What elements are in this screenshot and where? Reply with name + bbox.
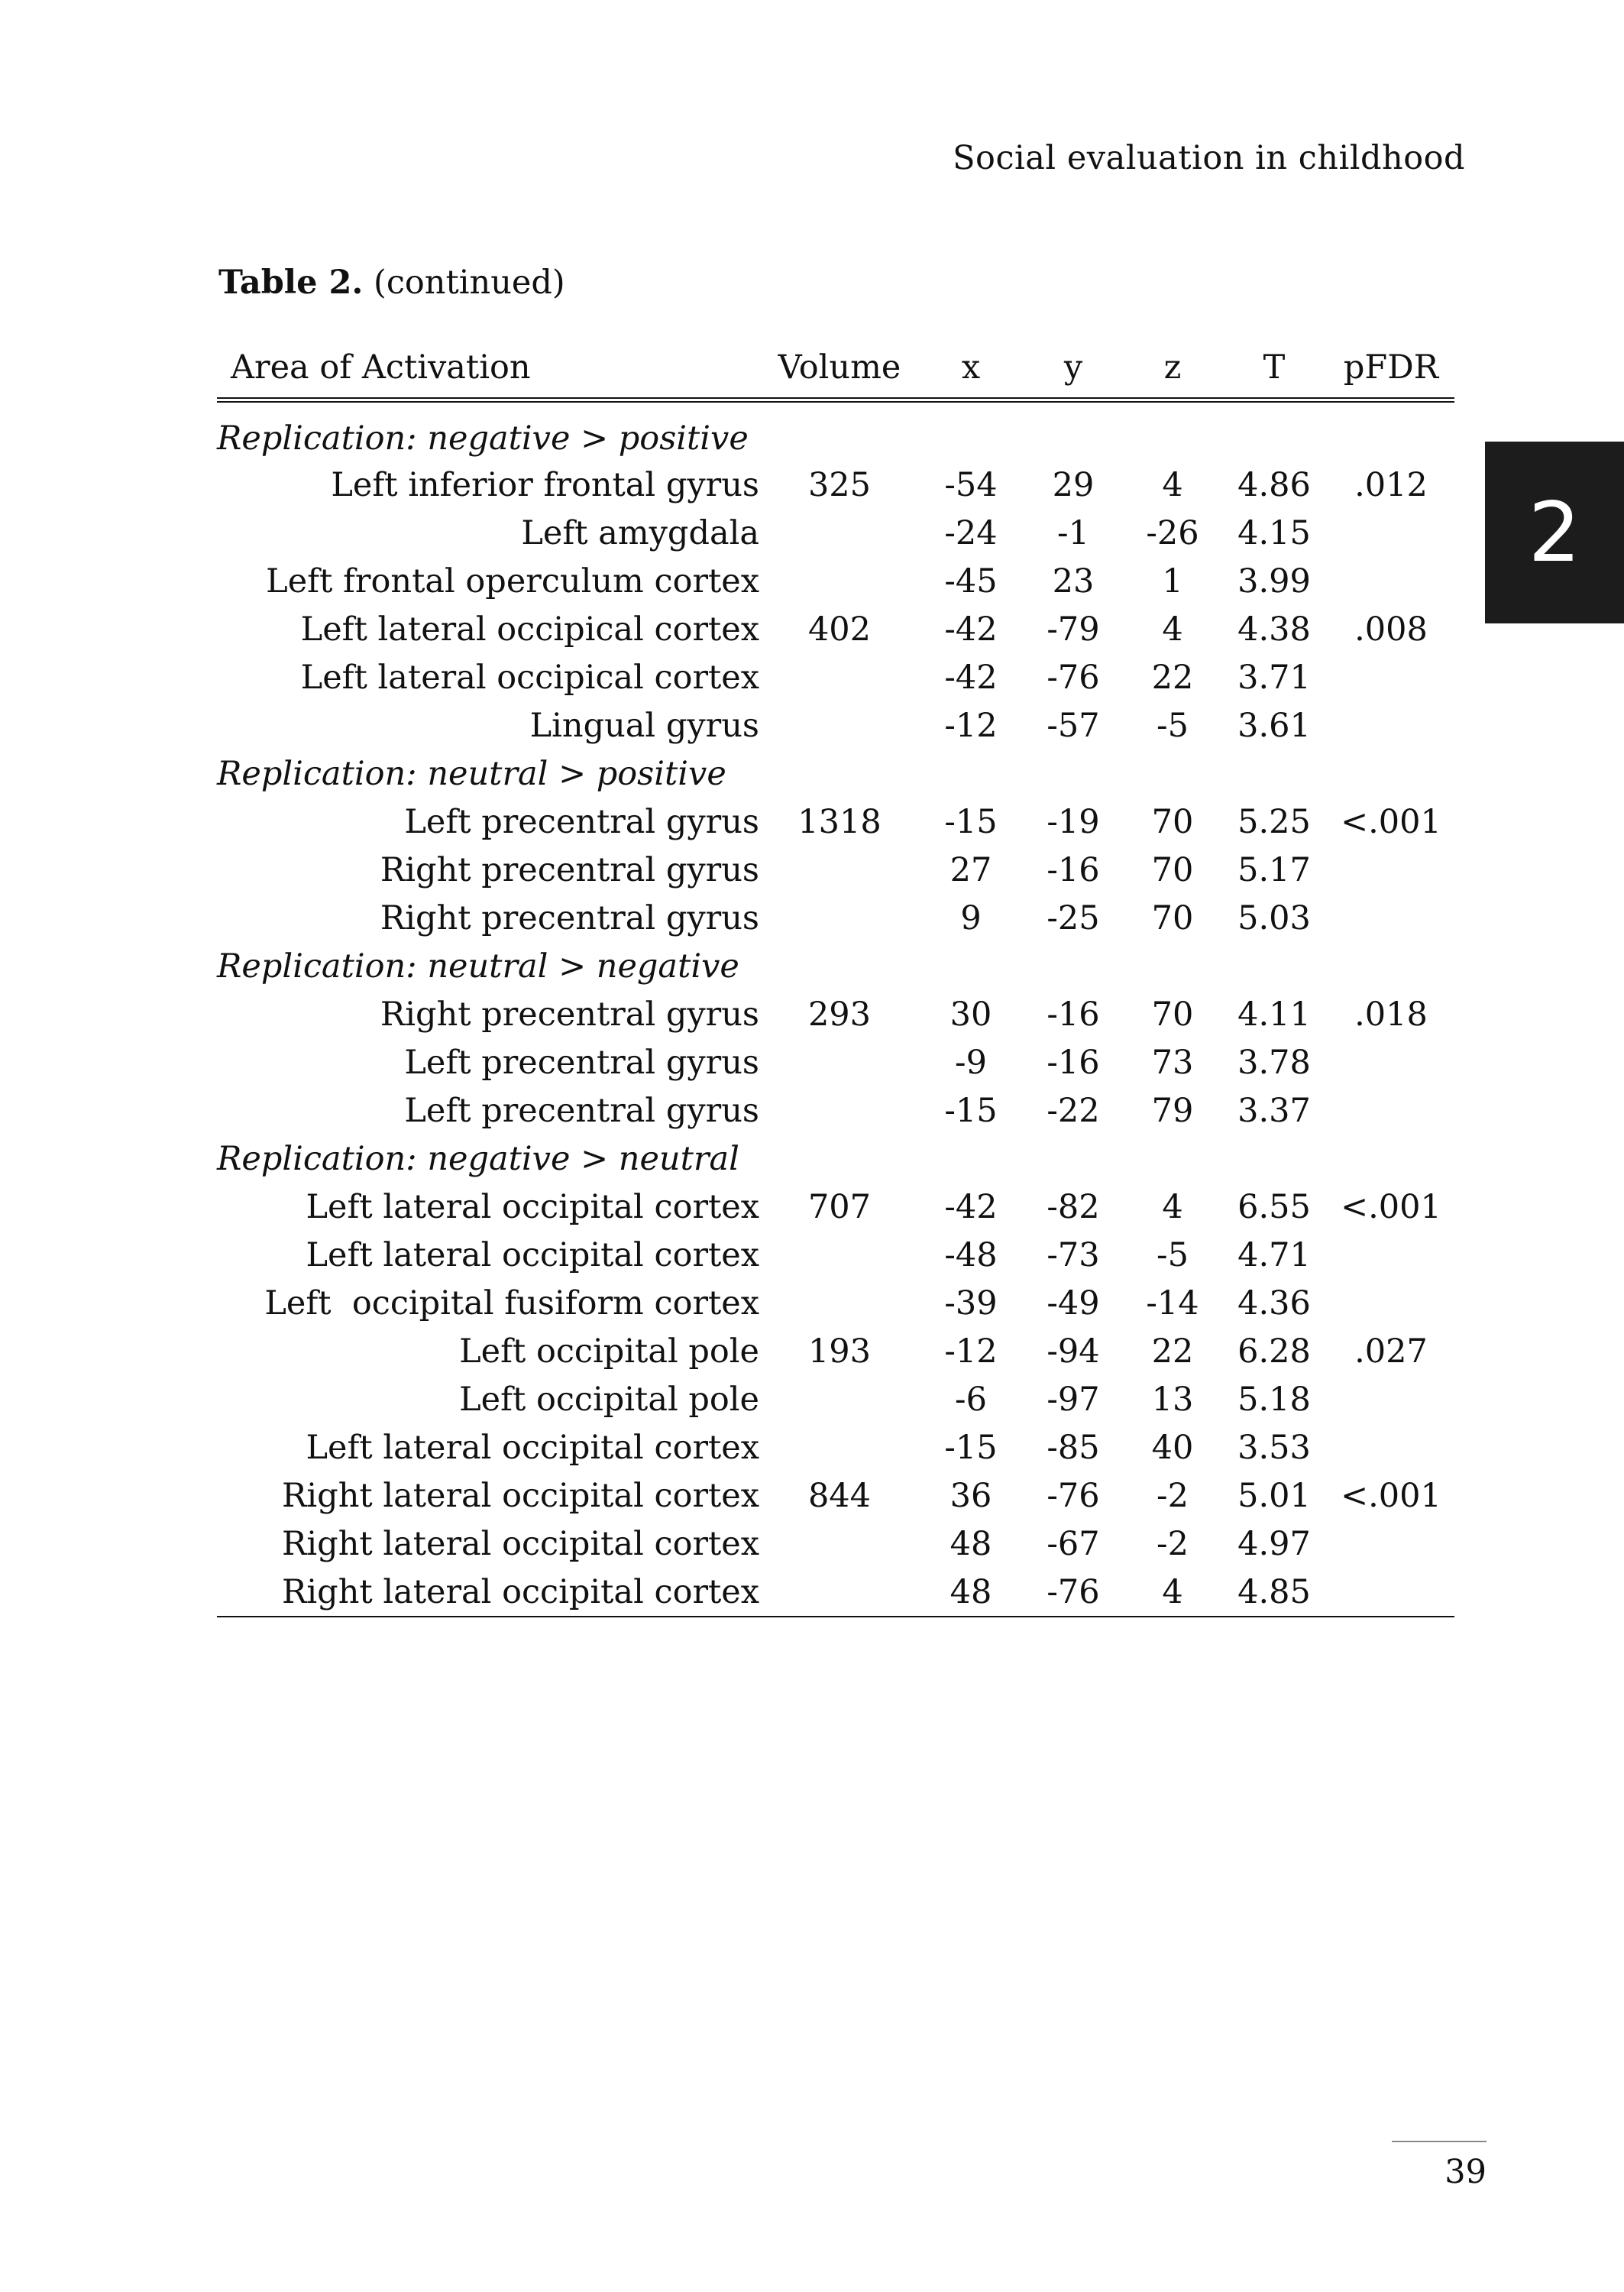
- cell-z: 4: [1124, 1568, 1221, 1617]
- header-pfdr: pFDR: [1343, 348, 1439, 387]
- section-label: Replication: neutral > negative: [217, 947, 739, 986]
- cell-x: -24: [944, 513, 998, 552]
- cell-y: -49: [1047, 1284, 1100, 1322]
- table-row: [217, 1423, 1454, 1471]
- cell-t: 3.78: [1237, 1043, 1311, 1082]
- cell-area: Left lateral occipital cortex: [306, 1428, 759, 1467]
- cell-volume: 293: [807, 995, 872, 1034]
- cell-y: -16: [1047, 850, 1100, 889]
- cell-z: -2: [1157, 1524, 1189, 1563]
- cell-y: -97: [1047, 1380, 1100, 1419]
- cell-volume: [759, 894, 920, 942]
- section-row: [217, 400, 1454, 461]
- cell-volume: [759, 1568, 920, 1617]
- section-row: [217, 942, 1454, 990]
- results-table: [217, 338, 1454, 1617]
- cell-volume: [759, 701, 920, 749]
- table-row: [217, 1183, 1454, 1231]
- cell-x: -48: [944, 1235, 998, 1274]
- section-row: [217, 1135, 1454, 1183]
- cell-t: 4.38: [1237, 610, 1311, 649]
- cell-volume: [759, 1375, 920, 1423]
- table-body: [217, 400, 1454, 1617]
- cell-area: Left precentral gyrus: [404, 1091, 759, 1130]
- header-z: z: [1163, 348, 1182, 387]
- cell-volume: 402: [807, 610, 872, 649]
- cell-y: -76: [1022, 1568, 1124, 1617]
- cell-z: 70: [1151, 995, 1194, 1034]
- cell-x: -15: [944, 1428, 998, 1467]
- section-row: [217, 749, 1454, 798]
- cell-z: 4: [1162, 610, 1183, 649]
- cell-pfdr: <.001: [1341, 1476, 1441, 1515]
- table-header-row: [217, 338, 1454, 400]
- cell-volume: [759, 1231, 920, 1279]
- cell-x: 9: [960, 898, 982, 937]
- cell-y: -19: [1047, 802, 1100, 841]
- cell-y: -76: [1047, 658, 1100, 697]
- cell-y: -85: [1047, 1428, 1100, 1467]
- cell-volume: 844: [807, 1476, 872, 1515]
- cell-t: 3.71: [1237, 658, 1311, 697]
- cell-t: 5.17: [1237, 850, 1311, 889]
- table-row: [217, 1327, 1454, 1375]
- table-row: [217, 605, 1454, 653]
- cell-z: 4: [1162, 465, 1183, 504]
- cell-pfdr: [1328, 1231, 1454, 1279]
- running-head: Social evaluation in childhood: [953, 139, 1465, 177]
- section-label: Replication: negative > positive: [217, 419, 749, 458]
- cell-y: -82: [1047, 1187, 1100, 1226]
- cell-pfdr: [1328, 846, 1454, 894]
- cell-pfdr: .012: [1354, 465, 1428, 504]
- cell-area: Right lateral occipital cortex: [217, 1568, 759, 1617]
- cell-z: -5: [1157, 706, 1189, 745]
- cell-z: -5: [1157, 1235, 1189, 1274]
- cell-y: -1: [1057, 513, 1089, 552]
- cell-area: Right precentral gyrus: [380, 850, 759, 889]
- cell-x: -42: [944, 1187, 998, 1226]
- cell-z: 40: [1151, 1428, 1194, 1467]
- cell-z: 22: [1151, 658, 1194, 697]
- cell-z: 4: [1162, 1187, 1183, 1226]
- cell-y: -57: [1047, 706, 1100, 745]
- cell-volume: 325: [807, 465, 872, 504]
- cell-area: Left frontal operculum cortex: [266, 562, 759, 601]
- cell-volume: 707: [807, 1187, 872, 1226]
- page-number-rule: [1392, 2141, 1487, 2142]
- cell-volume: [759, 509, 920, 557]
- cell-pfdr: [1328, 894, 1454, 942]
- cell-pfdr: <.001: [1341, 802, 1441, 841]
- cell-area: Right precentral gyrus: [380, 898, 759, 937]
- cell-pfdr: [1328, 1520, 1454, 1568]
- table-row: [217, 1568, 1454, 1617]
- cell-z: 70: [1151, 898, 1194, 937]
- cell-x: 27: [949, 850, 992, 889]
- cell-volume: [759, 1086, 920, 1135]
- cell-area: Left lateral occipical cortex: [300, 658, 759, 697]
- cell-t: 3.99: [1237, 562, 1311, 601]
- cell-z: -14: [1146, 1284, 1199, 1322]
- cell-z: 22: [1151, 1332, 1194, 1371]
- section-label: Replication: negative > neutral: [217, 1139, 739, 1178]
- table-row: [217, 1520, 1454, 1568]
- cell-pfdr: [1328, 1375, 1454, 1423]
- cell-area: Right precentral gyrus: [380, 995, 759, 1034]
- cell-area: Right lateral occipital cortex: [282, 1524, 759, 1563]
- cell-z: -26: [1146, 513, 1199, 552]
- page-number: 39: [1444, 2153, 1487, 2191]
- cell-y: -22: [1047, 1091, 1100, 1130]
- cell-volume: [759, 846, 920, 894]
- cell-area: Left lateral occipical cortex: [300, 610, 759, 649]
- cell-y: -79: [1047, 610, 1100, 649]
- cell-pfdr: .008: [1354, 610, 1428, 649]
- cell-t: 6.55: [1237, 1187, 1311, 1226]
- cell-t: 3.61: [1237, 706, 1311, 745]
- cell-volume: [759, 1038, 920, 1086]
- cell-pfdr: [1328, 701, 1454, 749]
- cell-t: 5.18: [1237, 1380, 1311, 1419]
- header-area: Area of Activation: [231, 348, 531, 387]
- table-caption-text: (continued): [363, 264, 565, 302]
- table-row: [217, 894, 1454, 942]
- cell-area: Left lateral occipital cortex: [306, 1187, 759, 1226]
- cell-z: 70: [1151, 802, 1194, 841]
- cell-z: 79: [1151, 1091, 1194, 1130]
- cell-y: 29: [1052, 465, 1095, 504]
- cell-x: -12: [944, 706, 998, 745]
- cell-x: -15: [944, 1091, 998, 1130]
- cell-x: -15: [944, 802, 998, 841]
- table-caption-label: Table 2.: [218, 264, 364, 302]
- cell-t: 3.53: [1237, 1428, 1311, 1467]
- cell-t: 5.03: [1237, 898, 1311, 937]
- cell-x: -42: [944, 610, 998, 649]
- cell-pfdr: [1328, 509, 1454, 557]
- cell-t: 4.11: [1237, 995, 1311, 1034]
- cell-t: 4.86: [1237, 465, 1311, 504]
- cell-pfdr: [1328, 1038, 1454, 1086]
- cell-y: -16: [1047, 995, 1100, 1034]
- cell-t: 3.37: [1237, 1091, 1311, 1130]
- table-row: [217, 846, 1454, 894]
- table-row: [217, 990, 1454, 1038]
- table-caption: [218, 264, 565, 302]
- cell-area: Right lateral occipital cortex: [282, 1476, 759, 1515]
- cell-z: -2: [1157, 1476, 1189, 1515]
- table-row: [217, 701, 1454, 749]
- cell-area: Left precentral gyrus: [404, 1043, 759, 1082]
- cell-area: Left inferior frontal gyrus: [331, 465, 759, 504]
- cell-t: 4.36: [1237, 1284, 1311, 1322]
- cell-area: Left amygdala: [521, 513, 759, 552]
- cell-y: -25: [1047, 898, 1100, 937]
- cell-y: -67: [1047, 1524, 1100, 1563]
- section-label: Replication: neutral > positive: [217, 754, 726, 793]
- cell-pfdr: [1328, 1086, 1454, 1135]
- header-volume: Volume: [778, 348, 901, 387]
- cell-x: 30: [949, 995, 992, 1034]
- table-row: [217, 798, 1454, 846]
- cell-y: 23: [1052, 562, 1095, 601]
- cell-y: -73: [1047, 1235, 1100, 1274]
- cell-x: -39: [944, 1284, 998, 1322]
- cell-volume: 1318: [797, 802, 882, 841]
- cell-x: -9: [955, 1043, 987, 1082]
- cell-volume: [759, 557, 920, 605]
- cell-volume: [759, 653, 920, 701]
- cell-x: 48: [920, 1568, 1022, 1617]
- cell-volume: 193: [807, 1332, 872, 1371]
- table-row: [217, 1086, 1454, 1135]
- cell-volume: [759, 1279, 920, 1327]
- cell-z: 70: [1151, 850, 1194, 889]
- table-row: [217, 509, 1454, 557]
- cell-pfdr: [1328, 1568, 1454, 1617]
- table-row: [217, 557, 1454, 605]
- cell-x: 48: [949, 1524, 992, 1563]
- table-row: [217, 1471, 1454, 1520]
- cell-x: -12: [944, 1332, 998, 1371]
- cell-volume: [759, 1520, 920, 1568]
- cell-pfdr: [1328, 1279, 1454, 1327]
- table-row: [217, 653, 1454, 701]
- cell-pfdr: .027: [1354, 1332, 1428, 1371]
- cell-x: -54: [944, 465, 998, 504]
- cell-area: Left occipital pole: [459, 1332, 759, 1371]
- table-row: [217, 1279, 1454, 1327]
- table-row: [217, 1038, 1454, 1086]
- header-t: T: [1263, 348, 1286, 387]
- cell-x: -6: [955, 1380, 987, 1419]
- cell-x: 36: [949, 1476, 992, 1515]
- cell-t: 6.28: [1237, 1332, 1311, 1371]
- cell-volume: [759, 1423, 920, 1471]
- cell-y: -16: [1047, 1043, 1100, 1082]
- cell-area: Left occipital fusiform cortex: [264, 1284, 759, 1322]
- cell-pfdr: [1328, 557, 1454, 605]
- cell-t: 4.97: [1237, 1524, 1311, 1563]
- cell-y: -76: [1047, 1476, 1100, 1515]
- cell-t: 4.71: [1237, 1235, 1311, 1274]
- cell-t: 5.25: [1237, 802, 1311, 841]
- table-row: [217, 461, 1454, 509]
- cell-z: 73: [1151, 1043, 1194, 1082]
- cell-pfdr: .018: [1354, 995, 1428, 1034]
- header-y: y: [1063, 348, 1083, 387]
- cell-y: -94: [1047, 1332, 1100, 1371]
- cell-pfdr: [1328, 653, 1454, 701]
- cell-z: 1: [1162, 562, 1183, 601]
- cell-area: Left lateral occipital cortex: [306, 1235, 759, 1274]
- cell-z: 13: [1151, 1380, 1194, 1419]
- cell-t: 5.01: [1237, 1476, 1311, 1515]
- table-row: [217, 1231, 1454, 1279]
- cell-area: Left precentral gyrus: [404, 802, 759, 841]
- chapter-tab: 2: [1485, 442, 1624, 623]
- cell-pfdr: [1328, 1423, 1454, 1471]
- cell-t: 4.15: [1237, 513, 1311, 552]
- cell-t: 4.85: [1221, 1568, 1328, 1617]
- cell-area: Left occipital pole: [459, 1380, 759, 1419]
- cell-x: -45: [944, 562, 998, 601]
- cell-pfdr: <.001: [1341, 1187, 1441, 1226]
- cell-area: Lingual gyrus: [529, 706, 759, 745]
- table-row: [217, 1375, 1454, 1423]
- cell-x: -42: [944, 658, 998, 697]
- header-x: x: [961, 348, 981, 387]
